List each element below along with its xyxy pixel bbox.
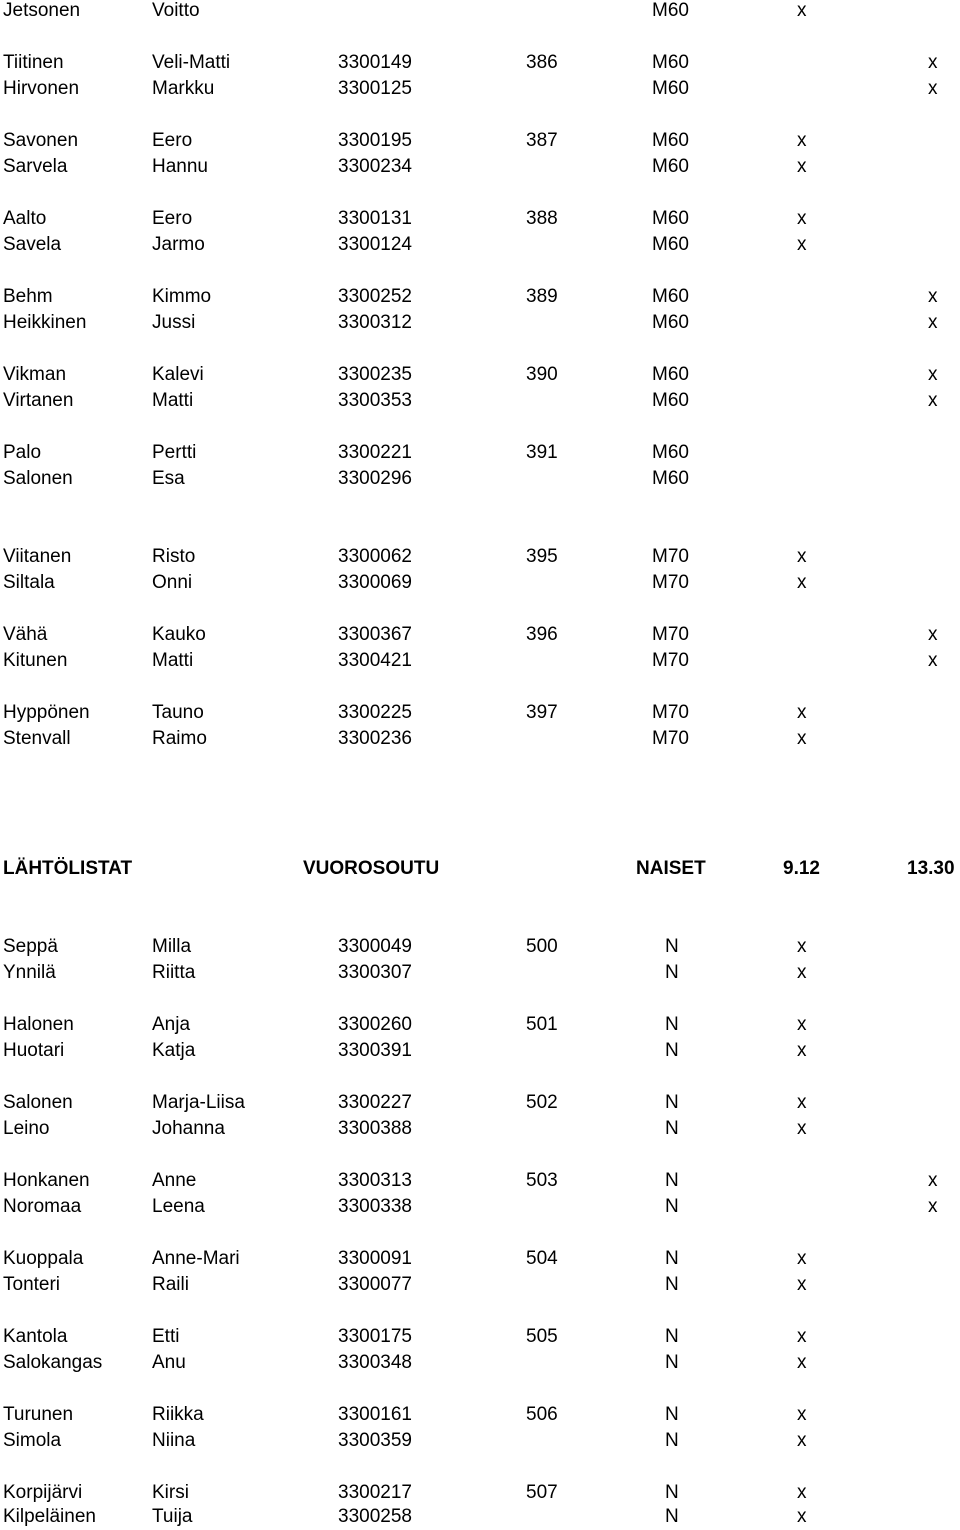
license-id: 3300338 bbox=[338, 1196, 412, 1217]
table-row bbox=[0, 128, 960, 154]
table-row bbox=[0, 284, 960, 310]
license-id: 3300217 bbox=[338, 1482, 412, 1503]
boat-number: 397 bbox=[526, 702, 558, 723]
table-row bbox=[0, 362, 960, 388]
class-code: N bbox=[665, 1352, 679, 1373]
license-id: 3300195 bbox=[338, 130, 412, 151]
class-code: M60 bbox=[652, 234, 689, 255]
license-id: 3300236 bbox=[338, 728, 412, 749]
first-name: Eero bbox=[152, 208, 193, 229]
license-id: 3300367 bbox=[338, 624, 412, 645]
mark-column-1: x bbox=[797, 962, 807, 983]
header-time: 13.30 bbox=[907, 858, 955, 879]
first-name: Hannu bbox=[152, 156, 208, 177]
last-name: Viitanen bbox=[3, 546, 72, 567]
first-name: Riitta bbox=[152, 962, 196, 983]
first-name: Kimmo bbox=[152, 286, 212, 307]
class-code: N bbox=[665, 1404, 679, 1425]
class-code: M70 bbox=[652, 650, 689, 671]
last-name: Huotari bbox=[3, 1040, 65, 1061]
table-row bbox=[0, 0, 960, 24]
last-name: Leino bbox=[3, 1118, 50, 1139]
first-name: Tauno bbox=[152, 702, 204, 723]
class-code: N bbox=[665, 962, 679, 983]
section-header bbox=[0, 856, 960, 882]
table-row bbox=[0, 1194, 960, 1220]
license-id: 3300227 bbox=[338, 1092, 412, 1113]
class-code: M60 bbox=[652, 130, 689, 151]
first-name: Katja bbox=[152, 1040, 196, 1061]
class-code: N bbox=[665, 1326, 679, 1347]
mark-column-1: x bbox=[797, 1014, 807, 1035]
class-code: N bbox=[665, 1092, 679, 1113]
table-row bbox=[0, 1480, 960, 1506]
boat-number: 504 bbox=[526, 1248, 558, 1269]
last-name: Kilpeläinen bbox=[3, 1506, 96, 1527]
license-id: 3300313 bbox=[338, 1170, 412, 1191]
last-name: Sarvela bbox=[3, 156, 68, 177]
table-row bbox=[0, 622, 960, 648]
class-code: M70 bbox=[652, 702, 689, 723]
license-id: 3300161 bbox=[338, 1404, 412, 1425]
table-row bbox=[0, 1350, 960, 1376]
mark-column-2: x bbox=[928, 78, 938, 99]
mark-column-2: x bbox=[928, 650, 938, 671]
first-name: Onni bbox=[152, 572, 193, 593]
mark-column-2: x bbox=[928, 1170, 938, 1191]
mark-column-1: x bbox=[797, 156, 807, 177]
mark-column-1: x bbox=[797, 130, 807, 151]
class-code: M60 bbox=[652, 312, 689, 333]
license-id: 3300235 bbox=[338, 364, 412, 385]
license-id: 3300252 bbox=[338, 286, 412, 307]
table-row bbox=[0, 310, 960, 336]
class-code: M60 bbox=[652, 468, 689, 489]
mark-column-1: x bbox=[797, 1118, 807, 1139]
first-name: Raimo bbox=[152, 728, 207, 749]
boat-number: 388 bbox=[526, 208, 558, 229]
last-name: Savela bbox=[3, 234, 62, 255]
license-id: 3300353 bbox=[338, 390, 412, 411]
class-code: M60 bbox=[652, 78, 689, 99]
license-id: 3300258 bbox=[338, 1506, 412, 1527]
class-code: N bbox=[665, 1118, 679, 1139]
table-row bbox=[0, 1116, 960, 1142]
class-code: M60 bbox=[652, 156, 689, 177]
class-code: M60 bbox=[652, 208, 689, 229]
mark-column-1: x bbox=[797, 728, 807, 749]
license-id: 3300131 bbox=[338, 208, 412, 229]
table-row bbox=[0, 1428, 960, 1454]
table-row bbox=[0, 50, 960, 76]
mark-column-1: x bbox=[797, 1248, 807, 1269]
license-id: 3300091 bbox=[338, 1248, 412, 1269]
class-code: N bbox=[665, 1248, 679, 1269]
last-name: Behm bbox=[3, 286, 53, 307]
last-name: Salonen bbox=[3, 1092, 73, 1113]
last-name: Kantola bbox=[3, 1326, 68, 1347]
license-id: 3300359 bbox=[338, 1430, 412, 1451]
last-name: Siltala bbox=[3, 572, 55, 593]
class-code: M70 bbox=[652, 546, 689, 567]
first-name: Risto bbox=[152, 546, 196, 567]
mark-column-1: x bbox=[797, 208, 807, 229]
license-id: 3300307 bbox=[338, 962, 412, 983]
first-name: Kalevi bbox=[152, 364, 204, 385]
table-row bbox=[0, 1168, 960, 1194]
first-name: Kauko bbox=[152, 624, 206, 645]
mark-column-1: x bbox=[797, 572, 807, 593]
first-name: Veli-Matti bbox=[152, 52, 231, 73]
last-name: Salonen bbox=[3, 468, 73, 489]
table-row bbox=[0, 76, 960, 102]
table-row bbox=[0, 1504, 960, 1530]
boat-number: 395 bbox=[526, 546, 558, 567]
header-title: LÄHTÖLISTAT bbox=[3, 858, 133, 879]
first-name: Niina bbox=[152, 1430, 196, 1451]
boat-number: 501 bbox=[526, 1014, 558, 1035]
mark-column-1: x bbox=[797, 1352, 807, 1373]
table-row bbox=[0, 544, 960, 570]
first-name: Pertti bbox=[152, 442, 197, 463]
class-code: N bbox=[665, 1170, 679, 1191]
license-id: 3300125 bbox=[338, 78, 412, 99]
header-round: VUOROSOUTU bbox=[303, 858, 440, 879]
table-row bbox=[0, 1012, 960, 1038]
mark-column-1: x bbox=[797, 1506, 807, 1527]
first-name: Markku bbox=[152, 78, 215, 99]
last-name: Jetsonen bbox=[3, 0, 81, 21]
mark-column-1: x bbox=[797, 1274, 807, 1295]
boat-number: 387 bbox=[526, 130, 558, 151]
mark-column-2: x bbox=[928, 52, 938, 73]
boat-number: 506 bbox=[526, 1404, 558, 1425]
first-name: Jussi bbox=[152, 312, 196, 333]
mark-column-2: x bbox=[928, 1196, 938, 1217]
first-name: Leena bbox=[152, 1196, 205, 1217]
first-name: Anne bbox=[152, 1170, 197, 1191]
table-row bbox=[0, 388, 960, 414]
last-name: Kitunen bbox=[3, 650, 68, 671]
table-row bbox=[0, 1038, 960, 1064]
last-name: Palo bbox=[3, 442, 42, 463]
first-name: Jarmo bbox=[152, 234, 205, 255]
class-code: N bbox=[665, 1014, 679, 1035]
mark-column-1: x bbox=[797, 1482, 807, 1503]
last-name: Simola bbox=[3, 1430, 62, 1451]
table-row bbox=[0, 1272, 960, 1298]
last-name: Vähä bbox=[3, 624, 48, 645]
last-name: Salokangas bbox=[3, 1352, 103, 1373]
boat-number: 391 bbox=[526, 442, 558, 463]
last-name: Seppä bbox=[3, 936, 58, 957]
first-name: Riikka bbox=[152, 1404, 204, 1425]
first-name: Marja-Liisa bbox=[152, 1092, 245, 1113]
first-name: Anne-Mari bbox=[152, 1248, 240, 1269]
first-name: Voitto bbox=[152, 0, 200, 21]
class-code: M70 bbox=[652, 728, 689, 749]
class-code: M70 bbox=[652, 572, 689, 593]
mark-column-1: x bbox=[797, 1092, 807, 1113]
table-row bbox=[0, 1090, 960, 1116]
license-id: 3300062 bbox=[338, 546, 412, 567]
license-id: 3300421 bbox=[338, 650, 412, 671]
table-row bbox=[0, 206, 960, 232]
first-name: Raili bbox=[152, 1274, 189, 1295]
class-code: M60 bbox=[652, 364, 689, 385]
license-id: 3300149 bbox=[338, 52, 412, 73]
boat-number: 389 bbox=[526, 286, 558, 307]
first-name: Eero bbox=[152, 130, 193, 151]
last-name: Hirvonen bbox=[3, 78, 80, 99]
table-row bbox=[0, 440, 960, 466]
license-id: 3300175 bbox=[338, 1326, 412, 1347]
license-id: 3300296 bbox=[338, 468, 412, 489]
first-name: Anja bbox=[152, 1014, 191, 1035]
class-code: N bbox=[665, 1040, 679, 1061]
last-name: Honkanen bbox=[3, 1170, 90, 1191]
boat-number: 503 bbox=[526, 1170, 558, 1191]
boat-number: 500 bbox=[526, 936, 558, 957]
license-id: 3300388 bbox=[338, 1118, 412, 1139]
class-code: M60 bbox=[652, 390, 689, 411]
license-id: 3300225 bbox=[338, 702, 412, 723]
mark-column-1: x bbox=[797, 1404, 807, 1425]
license-id: 3300234 bbox=[338, 156, 412, 177]
table-row bbox=[0, 466, 960, 492]
table-row bbox=[0, 154, 960, 180]
mark-column-1: x bbox=[797, 1040, 807, 1061]
class-code: N bbox=[665, 1196, 679, 1217]
mark-column-2: x bbox=[928, 624, 938, 645]
last-name: Kuoppala bbox=[3, 1248, 84, 1269]
mark-column-1: x bbox=[797, 936, 807, 957]
last-name: Savonen bbox=[3, 130, 79, 151]
header-date: 9.12 bbox=[783, 858, 820, 879]
mark-column-1: x bbox=[797, 1430, 807, 1451]
license-id: 3300221 bbox=[338, 442, 412, 463]
last-name: Aalto bbox=[3, 208, 47, 229]
boat-number: 386 bbox=[526, 52, 558, 73]
table-row bbox=[0, 934, 960, 960]
boat-number: 390 bbox=[526, 364, 558, 385]
class-code: N bbox=[665, 1482, 679, 1503]
class-code: N bbox=[665, 936, 679, 957]
last-name: Stenvall bbox=[3, 728, 71, 749]
license-id: 3300312 bbox=[338, 312, 412, 333]
class-code: M60 bbox=[652, 0, 689, 21]
last-name: Heikkinen bbox=[3, 312, 87, 333]
class-code: N bbox=[665, 1274, 679, 1295]
last-name: Ynnilä bbox=[3, 962, 56, 983]
class-code: M60 bbox=[652, 286, 689, 307]
class-code: M60 bbox=[652, 52, 689, 73]
table-row bbox=[0, 232, 960, 258]
first-name: Anu bbox=[152, 1352, 186, 1373]
table-row bbox=[0, 648, 960, 674]
first-name: Matti bbox=[152, 390, 194, 411]
mark-column-1: x bbox=[797, 702, 807, 723]
mark-column-1: x bbox=[797, 0, 807, 21]
table-row bbox=[0, 1402, 960, 1428]
mark-column-1: x bbox=[797, 234, 807, 255]
first-name: Tuija bbox=[152, 1506, 193, 1527]
boat-number: 502 bbox=[526, 1092, 558, 1113]
table-row bbox=[0, 570, 960, 596]
mark-column-1: x bbox=[797, 1326, 807, 1347]
table-row bbox=[0, 726, 960, 752]
header-category: NAISET bbox=[636, 858, 706, 879]
last-name: Vikman bbox=[3, 364, 67, 385]
last-name: Noromaa bbox=[3, 1196, 82, 1217]
class-code: M70 bbox=[652, 624, 689, 645]
first-name: Etti bbox=[152, 1326, 180, 1347]
license-id: 3300124 bbox=[338, 234, 412, 255]
last-name: Halonen bbox=[3, 1014, 74, 1035]
last-name: Tiitinen bbox=[3, 52, 64, 73]
first-name: Johanna bbox=[152, 1118, 225, 1139]
boat-number: 505 bbox=[526, 1326, 558, 1347]
boat-number: 396 bbox=[526, 624, 558, 645]
table-row bbox=[0, 1324, 960, 1350]
last-name: Hyppönen bbox=[3, 702, 90, 723]
license-id: 3300077 bbox=[338, 1274, 412, 1295]
class-code: N bbox=[665, 1430, 679, 1451]
table-row bbox=[0, 960, 960, 986]
last-name: Turunen bbox=[3, 1404, 74, 1425]
class-code: M60 bbox=[652, 442, 689, 463]
table-row bbox=[0, 700, 960, 726]
license-id: 3300260 bbox=[338, 1014, 412, 1035]
first-name: Kirsi bbox=[152, 1482, 189, 1503]
last-name: Tonteri bbox=[3, 1274, 61, 1295]
license-id: 3300348 bbox=[338, 1352, 412, 1373]
license-id: 3300069 bbox=[338, 572, 412, 593]
boat-number: 507 bbox=[526, 1482, 558, 1503]
first-name: Milla bbox=[152, 936, 192, 957]
first-name: Esa bbox=[152, 468, 185, 489]
mark-column-2: x bbox=[928, 390, 938, 411]
mark-column-1: x bbox=[797, 546, 807, 567]
mark-column-2: x bbox=[928, 364, 938, 385]
license-id: 3300391 bbox=[338, 1040, 412, 1061]
mark-column-2: x bbox=[928, 312, 938, 333]
mark-column-2: x bbox=[928, 286, 938, 307]
class-code: N bbox=[665, 1506, 679, 1527]
table-row bbox=[0, 1246, 960, 1272]
license-id: 3300049 bbox=[338, 936, 412, 957]
last-name: Virtanen bbox=[3, 390, 74, 411]
first-name: Matti bbox=[152, 650, 194, 671]
last-name: Korpijärvi bbox=[3, 1482, 83, 1503]
